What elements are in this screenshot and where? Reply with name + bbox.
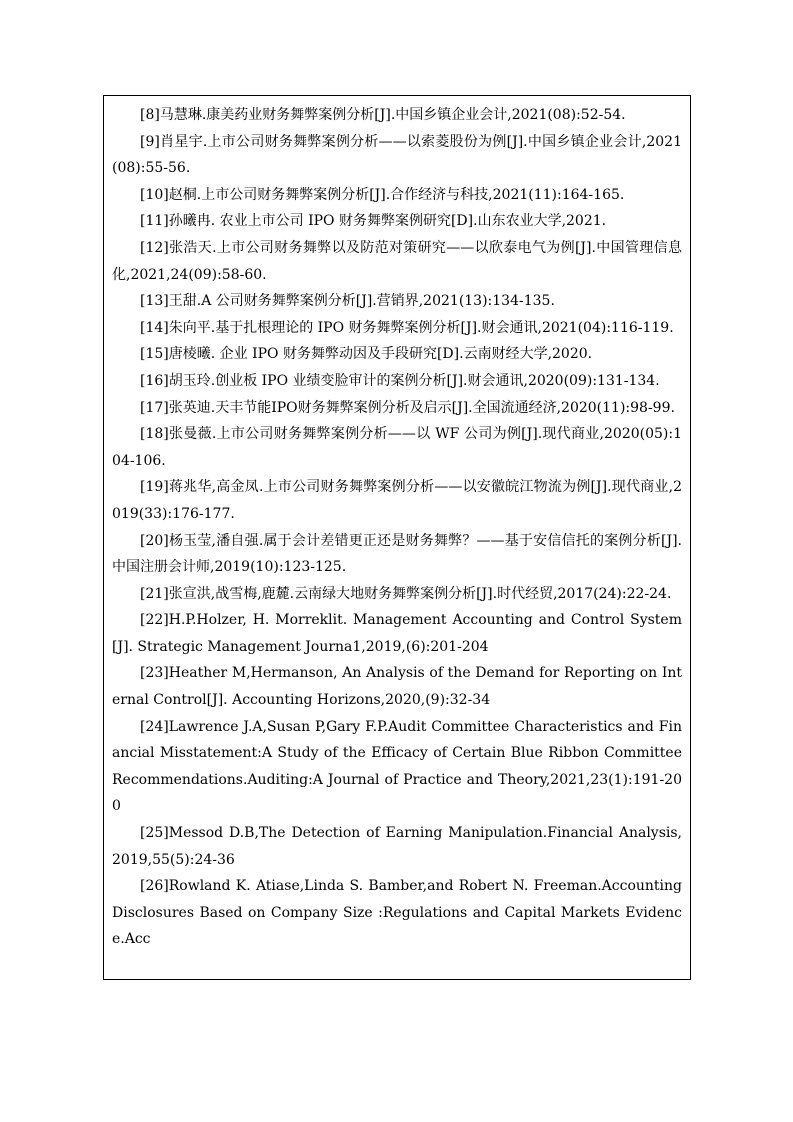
reference-item: [26]Rowland K. Atiase,Linda S. Bamber,and Robert N. Freeman.Accounting Disclosures Based on Company Size :Regulations and Capital Markets Evidence.Acc bbox=[112, 878, 682, 948]
reference-item: [12]张浩天.上市公司财务舞弊以及防范对策研究——以欣泰电气为例[J].中国管理信息化,2021,24(09):58-60. bbox=[112, 239, 682, 283]
reference-item: [20]杨玉莹,潘自强.属于会计差错更正还是财务舞弊？——基于安信信托的案例分析[J].中国注册会计师,2019(10):123-125. bbox=[112, 532, 682, 576]
reference-item: [24]Lawrence J.A,Susan P,Gary F.P.Audit Committee Characteristics and Financial Misstatement:A Study of the Efficacy of Certain Blue Ribbon Committee Recommendations.Auditing:A Journal of Practice and Theory,2021,23(1):191-200 bbox=[112, 718, 682, 815]
reference-item: [19]蒋兆华,高金凤.上市公司财务舞弊案例分析——以安徽皖江物流为例[J].现代商业,2019(33):176-177. bbox=[112, 479, 682, 522]
reference-item: [14]朱向平.基于扎根理论的 IPO 财务舞弊案例分析[J].财会通讯,2021(04):116-119. bbox=[140, 319, 674, 336]
reference-item: [23]Heather M,Hermanson, An Analysis of the Demand for Reporting on Internal Control[J]. Accounting Horizons,2020,(9):32-34 bbox=[112, 665, 682, 709]
reference-table-cell bbox=[103, 95, 691, 980]
reference-item: [15]唐棱曦. 企业 IPO 财务舞弊动因及手段研究[D].云南财经大学,2020. bbox=[140, 346, 593, 363]
reference-item: [21]张宣洪,战雪梅,鹿麓.云南绿大地财务舞弊案例分析[J].时代经贸,2017(24):22-24. bbox=[140, 585, 672, 602]
reference-item: [13]王甜.A 公司财务舞弊案例分析[J].营销界,2021(13):134-135. bbox=[140, 293, 555, 310]
reference-item: [22]H.P.Holzer, H. Morreklit. Management Accounting and Control System[J]. Strategic Management Journa1,2019,(6):201-204 bbox=[112, 612, 682, 655]
reference-item: [18]张曼薇.上市公司财务舞弊案例分析——以 WF 公司为例[J].现代商业,2020(05):104-106. bbox=[112, 426, 682, 469]
reference-item: [16]胡玉玲.创业板 IPO 业绩变脸审计的案例分析[J].财会通讯,2020(09):131-134. bbox=[140, 372, 660, 389]
reference-item: [9]肖星宇.上市公司财务舞弊案例分析——以索菱股份为例[J].中国乡镇企业会计,2021(08):55-56. bbox=[112, 133, 682, 177]
reference-item: [8]马慧琳.康美药业财务舞弊案例分析[J].中国乡镇企业会计,2021(08):52-54. bbox=[140, 107, 626, 123]
reference-item: [17]张英迪.天丰节能IPO财务舞弊案例分析及启示[J].全国流通经济,2020(11):98-99. bbox=[140, 399, 675, 416]
reference-item: [10]赵桐.上市公司财务舞弊案例分析[J].合作经济与科技,2021(11):164-165. bbox=[140, 186, 625, 203]
reference-item: [11]孙曦冉. 农业上市公司 IPO 财务舞弊案例研究[D].山东农业大学,2021. bbox=[140, 213, 607, 230]
reference-item: [25]Messod D.B,The Detection of Earning Manipulation.Financial Analysis,2019,55(5):24-36 bbox=[112, 825, 682, 868]
reference-list bbox=[112, 102, 682, 953]
